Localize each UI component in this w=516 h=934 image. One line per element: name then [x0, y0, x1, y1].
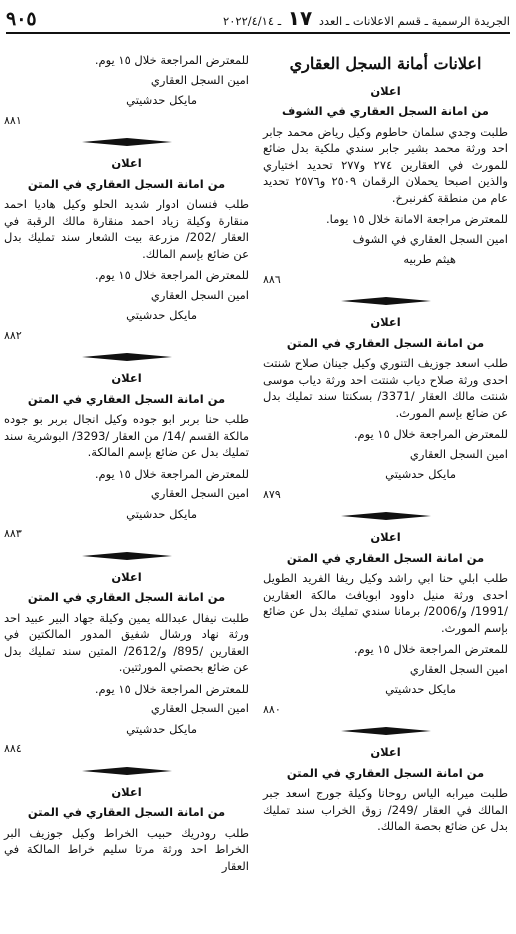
- notice-signatory-title: امين السجل العقاري: [409, 446, 508, 461]
- notice-signatory-title: امين السجل العقاري: [150, 287, 249, 302]
- notice-zouk-kharab: [263, 744, 508, 835]
- notice-signatory-name: مايكل حدشيتي: [385, 467, 456, 481]
- notice-divider: [263, 726, 508, 736]
- right-column: [263, 38, 508, 930]
- notice-subheading: من امانة السجل العقاري في المتن: [286, 765, 485, 780]
- notice-signatory-name: مايكل حدشيتي: [126, 721, 197, 736]
- left-column: [4, 38, 249, 930]
- notice-review: للمعترض المراجعة خلال ١٥ يوم.: [94, 268, 249, 282]
- notice-number: ٨٨٢: [4, 328, 22, 342]
- notice-heading: اعلان: [111, 784, 142, 799]
- page-number: ٩٠٥: [6, 8, 37, 30]
- notice-body: طلب حنا بربر ابو جوده وكيل انجال بربر بو جوده مالكة القسم /14/ من العقار /3293/ البوشرية سند تمليك بدل عن ضائع بإسم المالكة.: [4, 412, 249, 459]
- notice-883: [4, 370, 249, 543]
- notice-heading: اعلان: [370, 315, 401, 329]
- issue-date: ـ ٢٠٢٢/٤/١٤: [223, 14, 282, 28]
- notice-882: [4, 155, 249, 344]
- notice-review: للمعترض المراجعة خلال ١٥ يوم.: [94, 681, 249, 696]
- notice-879: [263, 314, 508, 503]
- notice-subheading: من امانة السجل العقاري في المتن: [286, 335, 485, 350]
- notice-review: للمعترض مراجعة الامانة خلال ١٥ يوما.: [326, 212, 508, 226]
- notice-body: طلب اسعد جوزيف التنوري وكيل جينان صلاح شنتت احدى ورثة صلاح دياب شنتت احد ورثة دياب موسى شنتت مالك العقار /3371/ بسكنتا سند تمليك بدل عن ضائع بإسم المورث.: [263, 356, 508, 420]
- notice-review: للمعترض المراجعة خلال ١٥ يوم.: [94, 53, 249, 67]
- notice-divider: [4, 352, 249, 362]
- notice-number: ٨٨٠: [263, 702, 281, 716]
- notice-heading: اعلان: [111, 371, 142, 385]
- notice-signatory-name: مايكل حدشيتي: [126, 93, 197, 107]
- notice-884: [4, 569, 249, 758]
- notice-881-continuation: [4, 52, 249, 129]
- notice-signatory-title: امين السجل العقاري: [150, 72, 249, 87]
- notice-review: للمعترض المراجعة خلال ١٥ يوم.: [94, 466, 249, 481]
- notice-heading: اعلان: [370, 745, 401, 759]
- notice-subheading: من امانة السجل العقاري في المتن: [27, 805, 226, 819]
- notice-divider: [4, 137, 249, 147]
- notice-kharrat: [4, 784, 249, 875]
- notice-number: ٨٧٩: [263, 487, 281, 501]
- notice-signatory-name: مايكل حدشيتي: [126, 308, 197, 322]
- notice-signatory-name: مايكل حدشيتي: [385, 682, 456, 696]
- notice-subheading: من امانة السجل العقاري في الشوف: [282, 104, 489, 118]
- notice-divider: [263, 296, 508, 306]
- notice-number: ٨٨١: [4, 113, 22, 127]
- notice-body: طلبت وجدي سلمان حاطوم وكيل رياض محمد جابر احد ورثة محمد بشير جابر سندي ملكية بدل ضائع للمورث في العقارين ٢٧٤ و٢٧٧ تحديد اختياري والذين اصبحا يحملان الرقمان ٢٥٠٩ و٢٥٧٦ تحديد عام من منطقة كفرنبرخ.: [263, 124, 509, 205]
- notice-heading: اعلان: [370, 83, 401, 98]
- notice-subheading: من امانة السجل العقاري في المتن: [27, 590, 226, 604]
- header-issue-line: [223, 6, 510, 30]
- notice-divider: [263, 511, 508, 521]
- notice-signatory-title: امين السجل العقاري: [150, 486, 249, 500]
- notice-review: للمعترض المراجعة خلال ١٥ يوم.: [353, 427, 508, 441]
- page-header: [6, 6, 510, 34]
- section-title: اعلانات أمانة السجل العقاري: [289, 54, 482, 73]
- notice-signatory-name: هيثم طربيه: [403, 252, 456, 266]
- notice-880: [263, 529, 508, 718]
- notice-body: طلبت نيفال عبدالله يمين وكيلة جهاد البير عبيد احد ورثة نهاد ورشال شفيق المدور المالكتين في العقارين /895/ و/2612/ المتين سند تمليك بدل عن ضائع بحصتي المورثتين.: [4, 610, 249, 674]
- notice-signatory-title: امين السجل العقاري في الشوف: [352, 231, 508, 246]
- left-column-inner: [4, 52, 249, 874]
- notice-signatory-title: امين السجل العقاري: [150, 701, 249, 715]
- notice-divider: [4, 766, 249, 776]
- notice-body: طلبت ميرابه الياس روحانا وكيلة جورج اسعد جبر المالك في العقار /249/ زوق الخراب سند تمليك بدل عن ضائع بحصة المالك.: [263, 786, 509, 833]
- notice-heading: اعلان: [111, 156, 142, 170]
- notice-number: ٨٨٤: [4, 742, 22, 755]
- notice-heading: اعلان: [370, 530, 401, 544]
- notice-subheading: من امانة السجل العقاري في المتن: [27, 176, 226, 191]
- notice-body: طلب ابلي حنا ابي راشد وكيل ريفا الفريد الطويل احدى ورثة منيل داوود ابويافث مالكة العقارين /1991/ و/2006/ برمانا سندي تمليك بدل عن ضائع بإسم المورث.: [263, 571, 508, 635]
- notice-signatory-name: مايكل حدشيتي: [126, 506, 197, 521]
- notice-subheading: من امانة السجل العقاري في المتن: [27, 391, 226, 406]
- notice-review: للمعترض المراجعة خلال ١٥ يوم.: [353, 642, 508, 656]
- notice-number: ٨٨٦: [263, 272, 281, 286]
- notice-signatory-title: امين السجل العقاري: [409, 661, 508, 676]
- issue-number: ١٧: [287, 6, 313, 30]
- notice-886: [263, 83, 508, 289]
- notice-subheading: من امانة السجل العقاري في المتن: [286, 550, 485, 565]
- notice-heading: اعلان: [111, 569, 142, 584]
- notice-body: طلب رودريك حبيب الخراط وكيل جوزيف البر الخراط احد ورثة مرتا سليم خراط المالكة في العقار: [4, 825, 249, 873]
- notice-divider: [4, 551, 249, 561]
- notice-body: طلب فنسان ادوار شديد الحلو وكيل هاديا احمد منقارة وكيلة زياد احمد منقارة مالك الرقبة في العقار /202/ مزرعة بيت الشعار سند تمليك بدل عن ضائع بإسم المالك.: [4, 197, 249, 261]
- header-title: الجريدة الرسمية ـ قسم الاعلانات ـ العدد: [318, 14, 510, 28]
- notice-number: ٨٨٣: [4, 527, 22, 540]
